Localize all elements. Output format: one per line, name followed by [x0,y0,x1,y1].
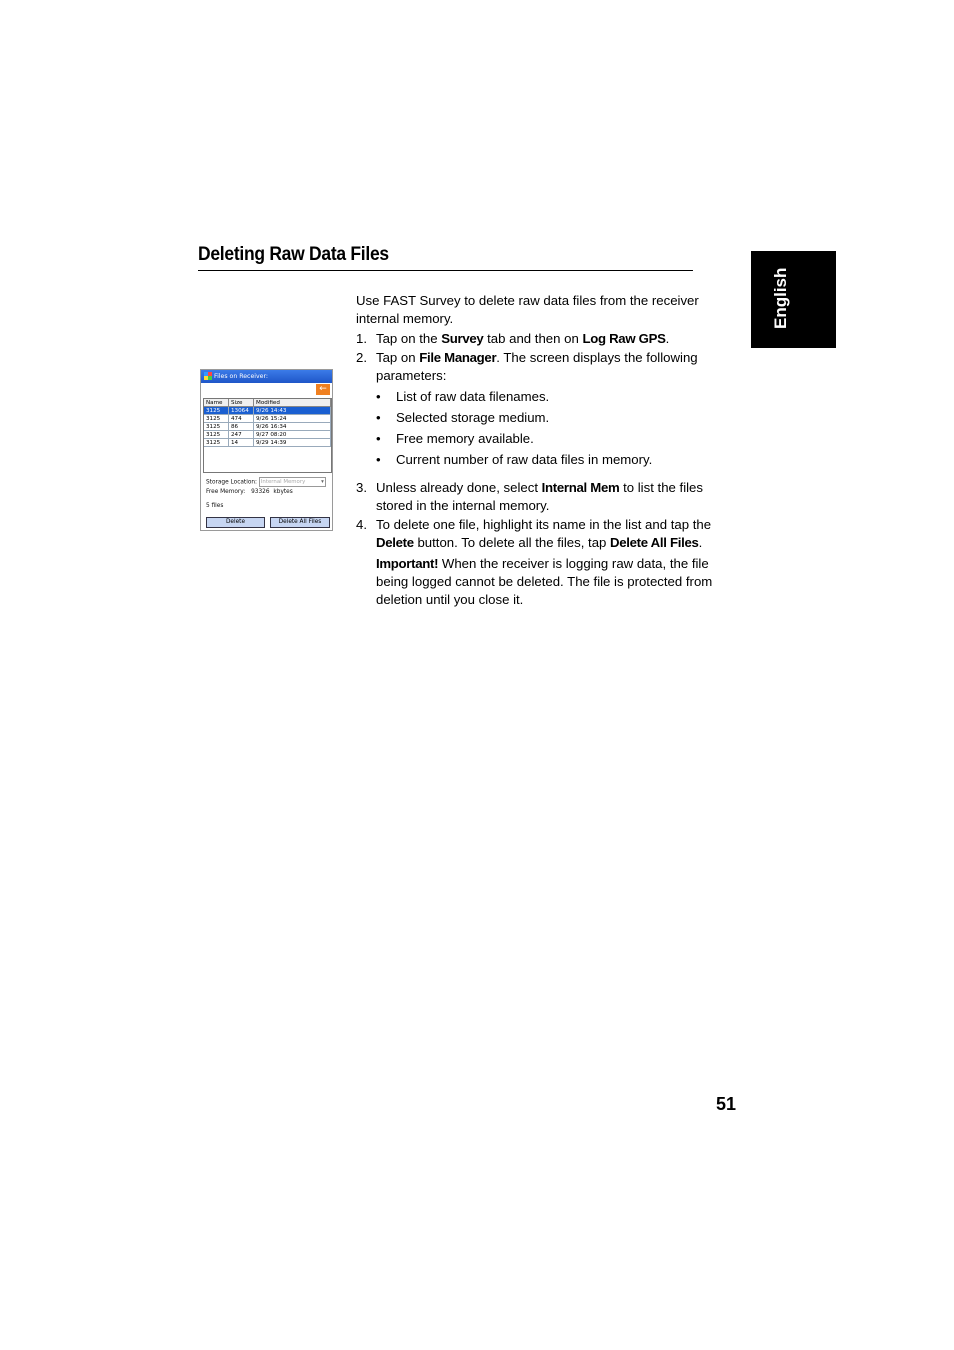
chevron-down-icon: ▾ [321,479,324,485]
step-bold: Survey [441,331,484,346]
cell-size: 86 [229,423,254,431]
cell-modified: 9/26 15:24 [254,415,331,423]
delete-button[interactable]: Delete [206,517,265,528]
storage-location-select[interactable] [259,477,326,487]
list-item [376,388,738,406]
list-item [376,451,738,469]
step-3 [356,479,738,515]
section-title: Deleting Raw Data Files [198,244,693,271]
cell-name: 3125 [204,439,229,447]
step-bold: Delete All Files [610,535,699,550]
steps-list [356,330,738,609]
language-tab-label: English [771,267,790,329]
file-list-header [204,399,331,407]
step-number: 4. [356,517,367,532]
device-toolbar [201,383,332,397]
bullet-icon: • [376,431,381,446]
cell-modified: 9/26 14:43 [254,407,331,415]
step-text: button. To delete all the files, tap [413,535,611,550]
cell-modified: 9/26 16:34 [254,423,331,431]
step-text: Tap on the [376,331,442,346]
important-note [376,555,738,609]
note-label: Important! [376,556,439,571]
column-header-modified[interactable]: Modified [254,399,331,407]
cell-size: 247 [229,431,254,439]
back-arrow-icon[interactable]: ← [316,384,330,395]
device-title-bar [201,370,332,383]
list-item-text: Current number of raw data files in memory. [396,452,653,467]
list-item-text: List of raw data filenames. [396,389,550,404]
step-text: Unless already done, select [376,480,542,495]
free-memory-row [206,489,293,495]
step-4 [356,516,738,609]
column-header-name[interactable]: Name [204,399,229,407]
windows-logo-icon [204,372,212,380]
bullet-icon: • [376,410,381,425]
list-item [376,430,738,448]
free-memory-label: Free Memory: [206,489,246,495]
step-text: . [698,535,703,550]
step-text: Tap on [376,350,420,365]
device-title: Files on Receiver: [214,373,268,380]
step-bold: Delete [376,535,414,550]
note-text: When the receiver is logging raw data, the file being logged cannot be deleted. The file is protected from deletion until you close it. [376,556,713,607]
table-row[interactable] [204,439,331,447]
device-screenshot [200,369,333,531]
storage-location-value: Internal Memory [260,479,306,485]
step-text: . The screen displays the following parameters: [376,350,698,383]
step-text: . [665,331,670,346]
step-number: 1. [356,331,367,346]
step-bold: Internal Mem [541,480,620,495]
bullet-icon: • [376,389,381,404]
parameters-list [376,388,738,469]
cell-size: 14 [229,439,254,447]
step-text: to list the files stored in the internal memory. [376,480,703,513]
step-text: tab and then on [483,331,583,346]
step-bold: File Manager [419,350,497,365]
free-memory-value: 93326 [251,489,270,495]
column-header-size[interactable]: Size [229,399,254,407]
language-tab [751,251,836,348]
table-row[interactable] [204,423,331,431]
page-number: 51 [715,1094,736,1114]
instructions [356,292,738,610]
step-1 [356,330,738,348]
list-item-text: Free memory available. [396,431,534,446]
bullet-icon: • [376,452,381,467]
cell-name: 3125 [204,407,229,415]
cell-name: 3125 [204,431,229,439]
file-list[interactable] [203,398,332,473]
storage-location-label: Storage Location: [206,479,257,486]
table-row[interactable] [204,407,331,415]
storage-location-row [206,477,326,487]
free-memory-unit: kbytes [273,489,293,495]
cell-size: 13064 [229,407,254,415]
cell-modified: 9/27 08:20 [254,431,331,439]
intro-paragraph: Use FAST Survey to delete raw data files from the receiver internal memory. [356,293,699,326]
table-row[interactable] [204,431,331,439]
cell-size: 474 [229,415,254,423]
list-item-text: Selected storage medium. [396,410,550,425]
delete-all-files-button[interactable]: Delete All Files [270,517,330,528]
step-number: 2. [356,350,367,365]
cell-name: 3125 [204,415,229,423]
step-bold: Log Raw GPS [582,331,666,346]
table-row[interactable] [204,415,331,423]
cell-modified: 9/29 14:39 [254,439,331,447]
step-number: 3. [356,480,367,495]
list-item [376,409,738,427]
step-2 [356,349,738,469]
step-text: To delete one file, highlight its name in the list and tap the [376,517,712,532]
cell-name: 3125 [204,423,229,431]
file-count: 5 files [206,503,224,509]
